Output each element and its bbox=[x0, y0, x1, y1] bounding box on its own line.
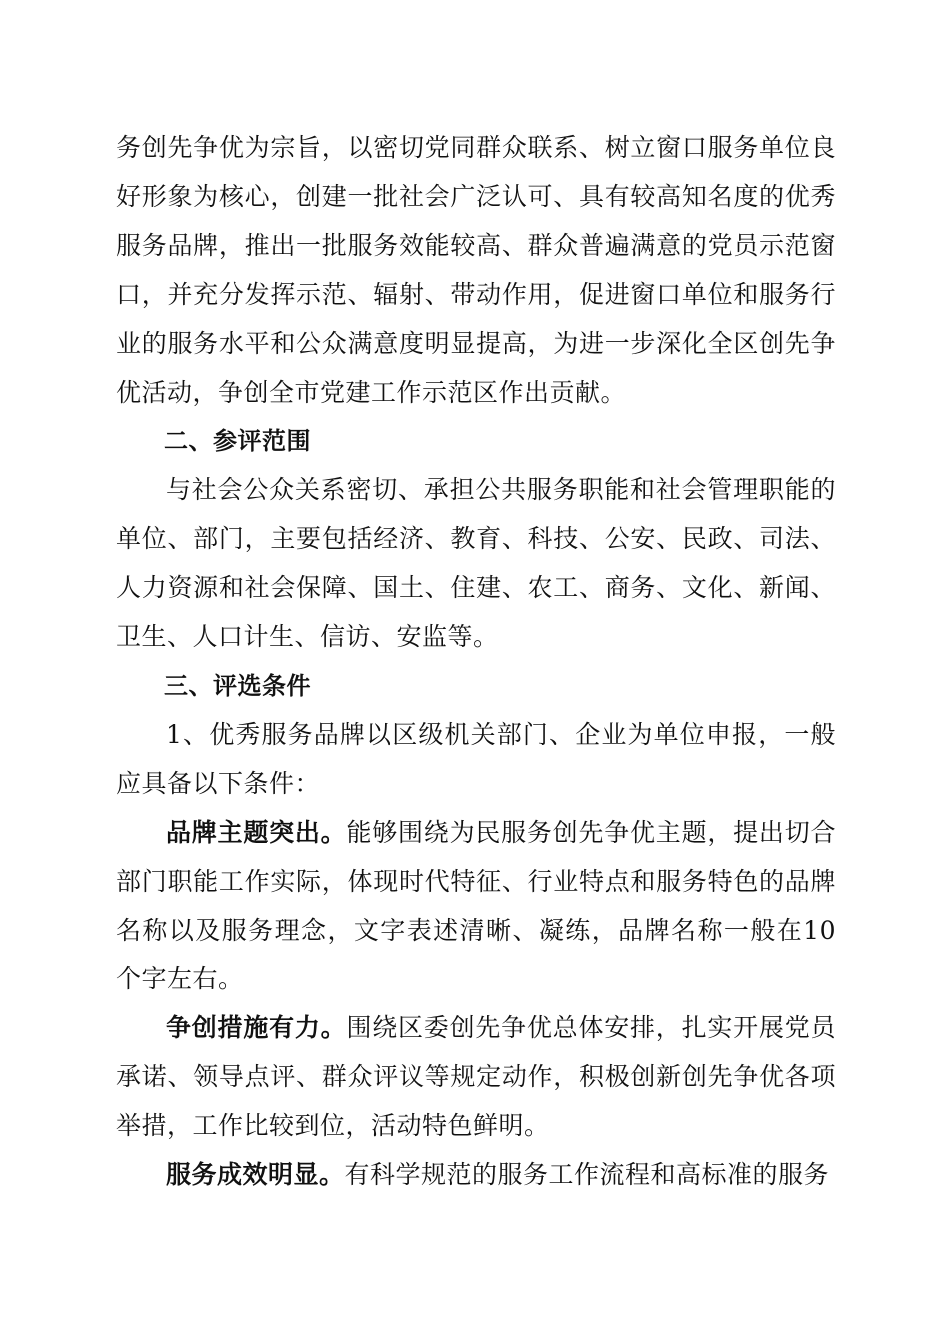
criteria-item-measures-text: 围绕区委创先争优总体安排，扎实开展党员承诺、领导点评、群众评议等规定动作，积极创新创先争优各项举措，工作比较到位，活动特色鲜明。 bbox=[116, 1013, 836, 1141]
section-heading-scope: 二、参评范围 bbox=[164, 427, 311, 456]
criteria-item-results bbox=[116, 1151, 836, 1200]
criteria-item-measures-lead: 争创措施有力。 bbox=[166, 1013, 347, 1043]
criteria-paragraph-1: 1、优秀服务品牌以区级机关部门、企业为单位申报，一般应具备以下条件： bbox=[116, 719, 836, 798]
criteria-item-results-text: 有科学规范的服务工作流程和高标准的服务 bbox=[344, 1160, 830, 1190]
section-heading-criteria: 三、评选条件 bbox=[164, 671, 311, 700]
scope-paragraph: 与社会公众关系密切、承担公共服务职能和社会管理职能的单位、部门，主要包括经济、教育、科技、公安、民政、司法、人力资源和社会保障、国土、住建、农工、商务、文化、新闻、卫生、人口计生、信访、安监等。 bbox=[116, 475, 836, 652]
criteria-item-brand-lead: 品牌主题突出。 bbox=[166, 817, 347, 847]
criteria-item-measures bbox=[116, 1004, 836, 1151]
intro-paragraph: 务创先争优为宗旨，以密切党同群众联系、树立窗口服务单位良好形象为核心，创建一批社会广泛认可、具有较高知名度的优秀服务品牌，推出一批服务效能较高、群众普遍满意的党员示范窗口，并充分发挥示范、辐射、带动作用，促进窗口单位和服务行业的服务水平和公众满意度明显提高，为进一步深化全区创先争优活动，争创全市党建工作示范区作出贡献。 bbox=[116, 133, 836, 407]
document-body bbox=[116, 124, 836, 1200]
criteria-item-brand-text: 能够围绕为民服务创先争优主题，提出切合部门职能工作实际，体现时代特征、行业特点和服务特色的品牌名称以及服务理念，文字表述清晰、凝练，品牌名称一般在10个字左右。 bbox=[116, 817, 836, 994]
criteria-item-brand bbox=[116, 809, 836, 1005]
criteria-item-results-lead: 服务成效明显。 bbox=[166, 1160, 345, 1190]
